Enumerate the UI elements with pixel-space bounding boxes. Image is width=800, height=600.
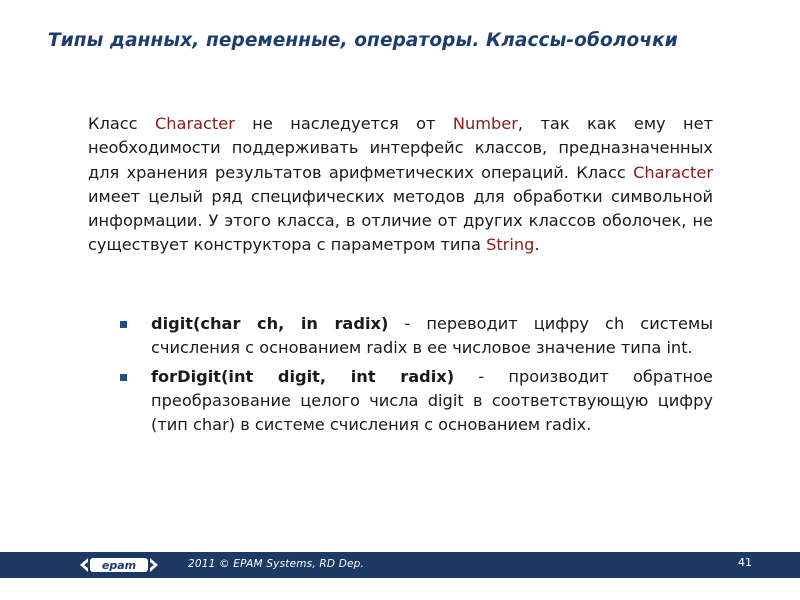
footer-bar — [0, 552, 800, 578]
footer-copyright: 2011 © EPAM Systems, RD Dep. — [188, 558, 365, 570]
body-text-segment: . — [534, 235, 540, 255]
body-text-segment: Класс — [88, 114, 155, 133]
body-text-segment: имеет целый ряд специфических методов для обработки символьной информации. У этого класса, в отличие от других классов оболочек, не существует конструктора с параметром типа — [88, 186, 713, 255]
method-signature: forDigit(int digit, int radix) — [151, 366, 455, 386]
method-list — [120, 312, 713, 441]
slide-title: Типы данных, переменные, операторы. Классы-оболочки — [48, 30, 678, 51]
method-description: - переводит цифру ch системы счисления с основанием radix в ее числовое значение типа int. — [151, 314, 713, 358]
list-item — [120, 312, 713, 361]
body-text-segment: не наследуется от — [234, 114, 453, 133]
list-item — [120, 365, 713, 438]
keyword-character: Character — [633, 162, 713, 182]
keyword-string: String — [486, 235, 535, 255]
svg-text:epam: epam — [101, 559, 137, 572]
method-description: - производит обратное преобразование целого числа digit в соответствующую цифру (тип char) в системе счисления с основанием radix. — [151, 366, 713, 435]
square-bullet-icon — [120, 321, 127, 328]
body-text-segment: , так как ему нет необходимости поддерживать интерфейс классов, предназначенных для хранения результатов арифметических операций. Класс — [88, 114, 713, 182]
keyword-number: Number — [452, 114, 518, 133]
square-bullet-icon — [120, 374, 127, 381]
method-signature: digit(char ch, in radix) — [151, 314, 389, 333]
body-paragraph — [88, 112, 713, 258]
page-number: 41 — [738, 556, 752, 569]
keyword-character: Character — [154, 114, 235, 133]
epam-logo — [80, 555, 158, 575]
